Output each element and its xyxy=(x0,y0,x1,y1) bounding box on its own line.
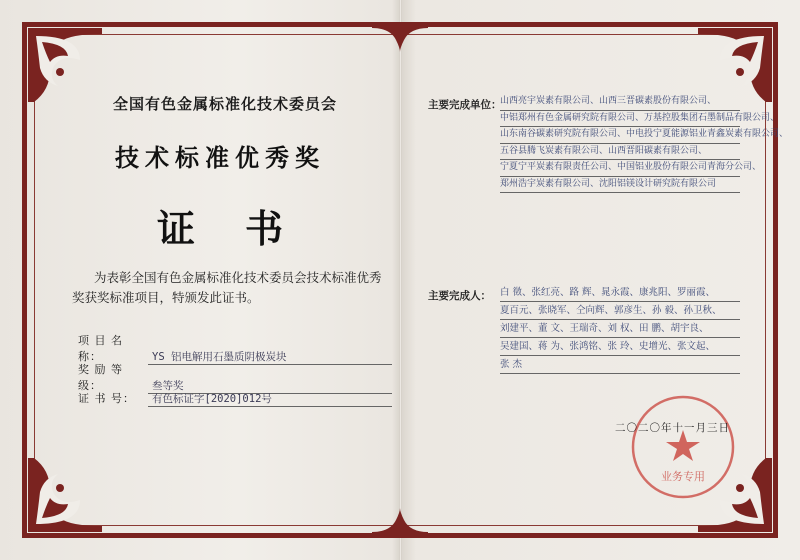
list-item: 郑州浩宇炭素有限公司、沈阳铝镁设计研究院有限公司 xyxy=(500,177,740,194)
official-seal-icon xyxy=(628,392,738,502)
corner-ornament-icon xyxy=(20,450,110,540)
issue-date: 二〇二〇年十一月三日 xyxy=(615,422,730,434)
list-item: 白 徵、张红亮、路 辉、晁永霞、康兆阳、罗丽霞、 xyxy=(500,284,740,302)
list-item: 张 杰 xyxy=(500,356,740,374)
list-item: 宁夏宁平炭素有限责任公司、中国铝业股份有限公司青海分公司、 xyxy=(500,160,740,177)
list-item: 山西亮宇炭素有限公司、山西三晋碳素股份有限公司、 xyxy=(500,94,740,111)
units-label: 主要完成单位： xyxy=(428,99,502,111)
certificate-number-field xyxy=(78,390,392,407)
field-value: YS 铝电解用石墨质阴极炭块 xyxy=(148,349,392,365)
field-label: 奖 励 等 级： xyxy=(78,363,123,392)
center-ornament-icon xyxy=(370,502,430,542)
citation-text: 为表彰全国有色金属标准化技术委员会技术标准优秀奖获奖标准项目，特颁发此证书。 xyxy=(72,270,382,305)
seal-subtext: 业务专用 xyxy=(661,470,705,483)
award-title: 技术标准优秀奖 xyxy=(115,143,325,172)
list-item: 刘建平、董 文、王瑞奇、刘 权、田 鹏、胡宇良、 xyxy=(500,320,740,338)
persons-label: 主要完成人： xyxy=(428,290,491,302)
list-item: 山东南谷碳素研究院有限公司、中电投宁夏能源铝业青鑫炭素有限公司、 xyxy=(500,127,740,144)
units-list xyxy=(500,94,789,193)
list-item: 吴建国、蒋 为、张鸿铭、张 玲、史增光、张文起、 xyxy=(500,338,740,356)
field-value: 叁等奖 xyxy=(148,378,392,394)
list-item: 夏百元、张晓军、仝向辉、郭彦生、孙 毅、孙卫秋、 xyxy=(500,302,740,320)
organization-title: 全国有色金属标准化技术委员会 xyxy=(112,95,337,113)
certificate-heading: 证书 xyxy=(156,206,333,251)
list-item: 五谷县腾飞炭素有限公司、山西晋阳碳素有限公司、 xyxy=(500,144,740,161)
list-item: 中铝郑州有色金属研究院有限公司、万基控股集团石墨制品有限公司、 xyxy=(500,111,740,128)
center-ornament-icon xyxy=(370,18,430,58)
field-value: 有色标证字[2020]012号 xyxy=(148,391,392,407)
field-label: 项 目 名 称： xyxy=(78,334,123,363)
field-label: 证 书 号： xyxy=(78,392,135,405)
persons-list xyxy=(500,284,740,374)
